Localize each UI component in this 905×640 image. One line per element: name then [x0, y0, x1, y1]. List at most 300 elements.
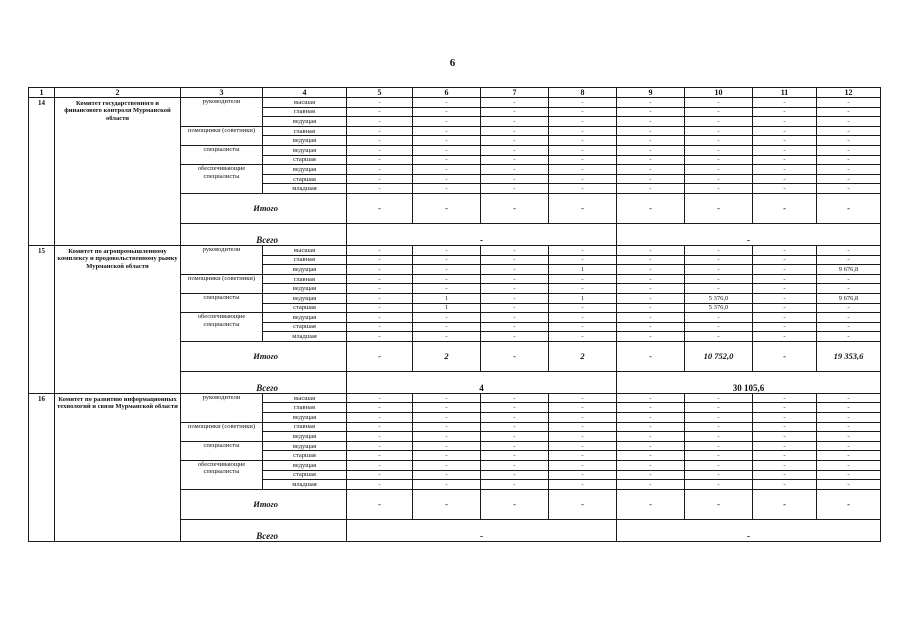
table-body — [29, 88, 881, 542]
value-cell: - — [617, 461, 685, 471]
vsego-sum: - — [617, 519, 881, 541]
value-cell: - — [817, 422, 881, 432]
value-cell: - — [347, 432, 413, 442]
value-cell: - — [753, 293, 817, 303]
position-group: младшая — [263, 480, 347, 490]
section-number: 14 — [29, 98, 55, 246]
value-cell: - — [413, 265, 481, 275]
itogo-value: - — [617, 193, 685, 223]
itogo-value: - — [347, 341, 413, 371]
value-cell: - — [347, 174, 413, 184]
staff-category: помощники (советники) — [181, 422, 263, 441]
value-cell: - — [685, 165, 753, 175]
value-cell: - — [617, 155, 685, 165]
position-group: младшая — [263, 184, 347, 194]
value-cell: - — [413, 332, 481, 342]
value-cell: - — [481, 274, 549, 284]
value-cell: - — [617, 255, 685, 265]
vsego-sum: - — [617, 223, 881, 245]
value-cell: - — [753, 274, 817, 284]
value-cell: - — [617, 265, 685, 275]
value-cell: - — [347, 165, 413, 175]
value-cell: - — [347, 403, 413, 413]
value-cell: - — [549, 284, 617, 294]
itogo-value: - — [817, 489, 881, 519]
value-cell: - — [549, 461, 617, 471]
value-cell: - — [347, 451, 413, 461]
position-group: старшая — [263, 470, 347, 480]
value-cell: - — [481, 126, 549, 136]
value-cell: - — [685, 332, 753, 342]
position-group: главная — [263, 255, 347, 265]
value-cell: - — [617, 136, 685, 146]
value-cell: - — [617, 322, 685, 332]
value-cell: - — [481, 117, 549, 127]
position-group: старшая — [263, 174, 347, 184]
value-cell: - — [347, 136, 413, 146]
value-cell: - — [685, 284, 753, 294]
value-cell: - — [481, 165, 549, 175]
value-cell: - — [481, 155, 549, 165]
value-cell: - — [549, 174, 617, 184]
value-cell: - — [817, 155, 881, 165]
value-cell: - — [753, 255, 817, 265]
organization-name: Комитет по развитию информационных технологий и связи Мурманской области — [55, 393, 181, 541]
value-cell: - — [817, 461, 881, 471]
value-cell: - — [753, 184, 817, 194]
value-cell: - — [413, 470, 481, 480]
position-group: ведущая — [263, 265, 347, 275]
itogo-value: 2 — [413, 341, 481, 371]
value-cell: - — [617, 184, 685, 194]
value-cell: - — [413, 145, 481, 155]
value-cell: - — [413, 126, 481, 136]
value-cell: - — [549, 136, 617, 146]
value-cell: - — [753, 432, 817, 442]
itogo-value: - — [753, 193, 817, 223]
value-cell: - — [481, 322, 549, 332]
value-cell: - — [413, 393, 481, 403]
value-cell: - — [753, 393, 817, 403]
value-cell: - — [617, 480, 685, 490]
itogo-value: - — [817, 193, 881, 223]
value-cell: - — [481, 332, 549, 342]
value-cell: - — [753, 117, 817, 127]
value-cell: - — [685, 274, 753, 284]
value-cell: - — [685, 470, 753, 480]
value-cell: - — [817, 393, 881, 403]
value-cell: - — [549, 126, 617, 136]
itogo-value: - — [413, 489, 481, 519]
value-cell: - — [817, 117, 881, 127]
value-cell: - — [817, 303, 881, 313]
vsego-count: - — [347, 519, 617, 541]
value-cell: - — [549, 422, 617, 432]
value-cell: - — [413, 441, 481, 451]
value-cell: - — [817, 255, 881, 265]
value-cell: - — [549, 303, 617, 313]
value-cell: - — [817, 184, 881, 194]
position-group: ведущая — [263, 284, 347, 294]
value-cell: - — [685, 313, 753, 323]
value-cell: - — [481, 432, 549, 442]
itogo-value: - — [617, 341, 685, 371]
col-number: 7 — [481, 88, 549, 98]
staff-category: специалисты — [181, 145, 263, 164]
value-cell: - — [617, 303, 685, 313]
itogo-value: - — [617, 489, 685, 519]
staff-category: обеспечивающие специалисты — [181, 313, 263, 342]
table-row — [29, 98, 881, 108]
position-group: ведущая — [263, 136, 347, 146]
position-group: старшая — [263, 322, 347, 332]
value-cell: - — [347, 184, 413, 194]
vsego-label: Всего — [181, 519, 347, 541]
col-number: 9 — [617, 88, 685, 98]
value-cell: - — [753, 332, 817, 342]
value-cell: - — [617, 98, 685, 108]
value-cell: - — [413, 107, 481, 117]
position-group: главная — [263, 126, 347, 136]
value-cell: - — [817, 441, 881, 451]
itogo-value: - — [347, 193, 413, 223]
value-cell: 5 376,0 — [685, 303, 753, 313]
value-cell: - — [413, 313, 481, 323]
value-cell: - — [549, 413, 617, 423]
value-cell: - — [413, 155, 481, 165]
value-cell: - — [481, 413, 549, 423]
value-cell: - — [685, 107, 753, 117]
value-cell: - — [549, 245, 617, 255]
value-cell: - — [481, 422, 549, 432]
col-number: 10 — [685, 88, 753, 98]
staff-category: руководители — [181, 393, 263, 422]
value-cell: - — [347, 332, 413, 342]
value-cell: - — [549, 432, 617, 442]
vsego-label: Всего — [181, 223, 347, 245]
staff-category: руководители — [181, 98, 263, 127]
value-cell: - — [617, 470, 685, 480]
value-cell: - — [481, 255, 549, 265]
value-cell: - — [753, 303, 817, 313]
value-cell: - — [753, 265, 817, 275]
value-cell: - — [549, 145, 617, 155]
value-cell: - — [549, 107, 617, 117]
value-cell: - — [481, 145, 549, 155]
value-cell: - — [817, 284, 881, 294]
col-number: 4 — [263, 88, 347, 98]
value-cell: - — [817, 413, 881, 423]
value-cell: - — [347, 274, 413, 284]
itogo-value: - — [549, 489, 617, 519]
value-cell: - — [753, 98, 817, 108]
section-number: 16 — [29, 393, 55, 541]
value-cell: - — [413, 117, 481, 127]
value-cell: - — [617, 117, 685, 127]
value-cell: - — [817, 98, 881, 108]
value-cell: - — [753, 422, 817, 432]
value-cell: - — [685, 403, 753, 413]
value-cell: - — [817, 136, 881, 146]
value-cell: - — [549, 165, 617, 175]
value-cell: - — [817, 107, 881, 117]
value-cell: - — [413, 403, 481, 413]
value-cell: - — [685, 184, 753, 194]
value-cell: - — [817, 480, 881, 490]
value-cell: - — [753, 136, 817, 146]
itogo-value: - — [481, 193, 549, 223]
staff-category: руководители — [181, 245, 263, 274]
section-number: 15 — [29, 245, 55, 393]
itogo-value: - — [685, 193, 753, 223]
col-number: 8 — [549, 88, 617, 98]
value-cell: - — [753, 480, 817, 490]
column-number-row — [29, 88, 881, 98]
value-cell: - — [753, 145, 817, 155]
value-cell: - — [481, 98, 549, 108]
itogo-value: - — [413, 193, 481, 223]
value-cell: - — [753, 461, 817, 471]
vsego-count: 4 — [347, 371, 617, 393]
value-cell: - — [817, 403, 881, 413]
value-cell: - — [617, 107, 685, 117]
position-group: старшая — [263, 451, 347, 461]
value-cell: - — [617, 441, 685, 451]
value-cell: - — [617, 165, 685, 175]
value-cell: - — [753, 441, 817, 451]
value-cell: - — [685, 451, 753, 461]
itogo-value: - — [481, 341, 549, 371]
value-cell: - — [549, 441, 617, 451]
value-cell: - — [549, 98, 617, 108]
value-cell: - — [347, 393, 413, 403]
value-cell: - — [753, 413, 817, 423]
value-cell: - — [685, 245, 753, 255]
value-cell: - — [753, 155, 817, 165]
value-cell: - — [549, 313, 617, 323]
value-cell: - — [549, 255, 617, 265]
itogo-value: - — [753, 341, 817, 371]
value-cell: - — [753, 165, 817, 175]
col-number: 2 — [55, 88, 181, 98]
position-group: ведущая — [263, 413, 347, 423]
value-cell: - — [481, 393, 549, 403]
value-cell: - — [685, 432, 753, 442]
value-cell: - — [685, 265, 753, 275]
value-cell: 9 676,8 — [817, 265, 881, 275]
value-cell: - — [549, 117, 617, 127]
position-group: высшая — [263, 393, 347, 403]
position-group: главная — [263, 107, 347, 117]
value-cell: - — [685, 422, 753, 432]
value-cell: - — [347, 126, 413, 136]
value-cell: - — [685, 393, 753, 403]
value-cell: - — [817, 432, 881, 442]
value-cell: - — [347, 303, 413, 313]
value-cell: - — [347, 107, 413, 117]
value-cell: - — [347, 293, 413, 303]
value-cell: - — [617, 245, 685, 255]
value-cell: - — [817, 145, 881, 155]
value-cell: - — [753, 313, 817, 323]
staff-category: специалисты — [181, 441, 263, 460]
value-cell: - — [481, 245, 549, 255]
value-cell: - — [481, 441, 549, 451]
value-cell: - — [347, 413, 413, 423]
value-cell: - — [753, 284, 817, 294]
value-cell: - — [817, 245, 881, 255]
value-cell: - — [685, 136, 753, 146]
value-cell: - — [413, 136, 481, 146]
itogo-value: 19 353,6 — [817, 341, 881, 371]
value-cell: - — [481, 470, 549, 480]
value-cell: - — [549, 403, 617, 413]
staff-category: помощники (советники) — [181, 126, 263, 145]
value-cell: - — [753, 470, 817, 480]
value-cell: - — [347, 284, 413, 294]
value-cell: - — [817, 322, 881, 332]
value-cell: - — [481, 303, 549, 313]
value-cell: - — [685, 126, 753, 136]
position-group: младшая — [263, 332, 347, 342]
value-cell: - — [481, 313, 549, 323]
value-cell: - — [549, 470, 617, 480]
value-cell: - — [549, 322, 617, 332]
col-number: 5 — [347, 88, 413, 98]
value-cell: - — [617, 413, 685, 423]
vsego-count: - — [347, 223, 617, 245]
value-cell: 5 376,0 — [685, 293, 753, 303]
value-cell: - — [817, 126, 881, 136]
position-group: старшая — [263, 303, 347, 313]
position-group: главная — [263, 422, 347, 432]
value-cell: - — [413, 165, 481, 175]
value-cell: - — [685, 255, 753, 265]
value-cell: - — [817, 451, 881, 461]
value-cell: - — [617, 274, 685, 284]
value-cell: - — [347, 155, 413, 165]
value-cell: - — [413, 274, 481, 284]
value-cell: - — [347, 117, 413, 127]
itogo-value: - — [347, 489, 413, 519]
value-cell: - — [685, 480, 753, 490]
position-group: высшая — [263, 245, 347, 255]
position-group: ведущая — [263, 293, 347, 303]
value-cell: - — [685, 174, 753, 184]
value-cell: - — [413, 461, 481, 471]
value-cell: - — [481, 480, 549, 490]
organization-name: Комитет государственного и финансового контроля Мурманской области — [55, 98, 181, 246]
itogo-value: - — [481, 489, 549, 519]
value-cell: - — [685, 322, 753, 332]
value-cell: - — [347, 265, 413, 275]
value-cell: 1 — [413, 303, 481, 313]
col-number: 1 — [29, 88, 55, 98]
page-number: 6 — [449, 57, 456, 69]
value-cell: - — [617, 293, 685, 303]
value-cell: - — [617, 284, 685, 294]
value-cell: - — [347, 322, 413, 332]
position-group: ведущая — [263, 441, 347, 451]
value-cell: - — [817, 174, 881, 184]
position-group: ведущая — [263, 117, 347, 127]
value-cell: - — [753, 451, 817, 461]
position-group: ведущая — [263, 165, 347, 175]
value-cell: - — [413, 451, 481, 461]
value-cell: - — [617, 174, 685, 184]
value-cell: - — [413, 98, 481, 108]
position-group: высшая — [263, 98, 347, 108]
itogo-value: 10 752,0 — [685, 341, 753, 371]
position-group: главная — [263, 403, 347, 413]
value-cell: - — [481, 293, 549, 303]
value-cell: - — [481, 265, 549, 275]
value-cell: - — [413, 480, 481, 490]
value-cell: - — [481, 451, 549, 461]
staff-category: специалисты — [181, 293, 263, 312]
position-group: главная — [263, 274, 347, 284]
value-cell: - — [413, 432, 481, 442]
staff-category: помощники (советники) — [181, 274, 263, 293]
value-cell: - — [549, 274, 617, 284]
itogo-value: - — [549, 193, 617, 223]
value-cell: - — [347, 98, 413, 108]
value-cell: 1 — [549, 293, 617, 303]
organization-name: Комитет по агропромышленному комплексу и продовольственному рынку Мурманской области — [55, 245, 181, 393]
value-cell: - — [685, 98, 753, 108]
value-cell: 1 — [413, 293, 481, 303]
value-cell: - — [481, 184, 549, 194]
value-cell: - — [617, 393, 685, 403]
value-cell: - — [685, 117, 753, 127]
value-cell: - — [617, 432, 685, 442]
position-group: ведущая — [263, 432, 347, 442]
value-cell: - — [347, 441, 413, 451]
value-cell: - — [347, 470, 413, 480]
value-cell: - — [347, 480, 413, 490]
value-cell: - — [549, 332, 617, 342]
value-cell: - — [413, 174, 481, 184]
staff-category: обеспечивающие специалисты — [181, 461, 263, 490]
value-cell: - — [413, 184, 481, 194]
value-cell: - — [753, 126, 817, 136]
value-cell: - — [685, 441, 753, 451]
value-cell: - — [753, 174, 817, 184]
value-cell: - — [413, 284, 481, 294]
value-cell: - — [481, 174, 549, 184]
value-cell: - — [347, 422, 413, 432]
value-cell: - — [817, 470, 881, 480]
staff-category: обеспечивающие специалисты — [181, 165, 263, 194]
col-number: 12 — [817, 88, 881, 98]
itogo-value: 2 — [549, 341, 617, 371]
value-cell: - — [347, 255, 413, 265]
position-group: ведущая — [263, 313, 347, 323]
value-cell: - — [549, 451, 617, 461]
value-cell: - — [685, 145, 753, 155]
value-cell: - — [413, 322, 481, 332]
value-cell: - — [617, 403, 685, 413]
value-cell: - — [817, 313, 881, 323]
value-cell: - — [413, 245, 481, 255]
value-cell: 9 676,8 — [817, 293, 881, 303]
value-cell: - — [481, 461, 549, 471]
value-cell: - — [685, 413, 753, 423]
value-cell: - — [413, 255, 481, 265]
value-cell: - — [753, 403, 817, 413]
table-row — [29, 245, 881, 255]
position-group: старшая — [263, 155, 347, 165]
